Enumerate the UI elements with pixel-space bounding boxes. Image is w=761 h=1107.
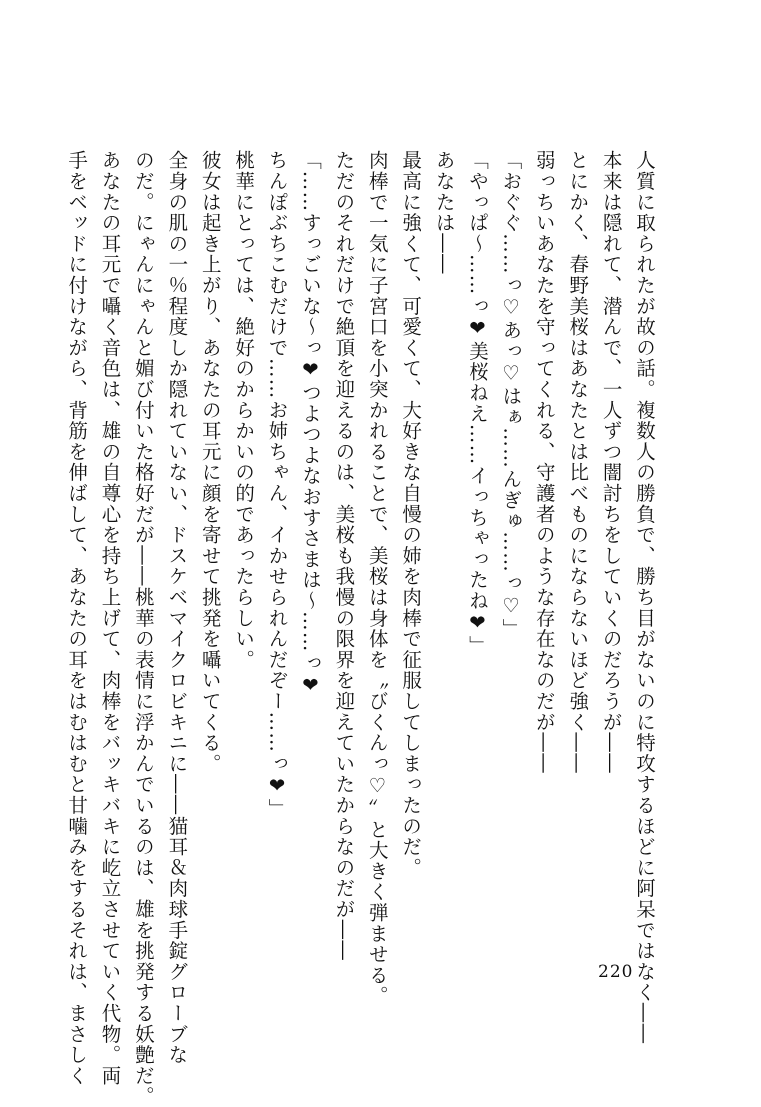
text-line: 人質に取られたが故の話。複数人の勝負で、勝ち目がないのに特攻するほどに阿呆ではなく――: [633, 150, 656, 1045]
text-line: ただのそれだけで絶頂を迎えるのは、美桜も我慢の限界を迎えていたからなのだが――: [332, 150, 356, 962]
text-line: 「……すっごいな〜っ❤つよつよなおすさまは〜……っ❤: [298, 150, 322, 698]
text-line: あなたは――: [432, 150, 456, 275]
text-line: 最高に強くて、可愛くて、大好きな自慢の姉を肉棒で征服してしまったのだ。: [399, 150, 423, 878]
text-line: 肉棒で一気に子宮口を小突かれることで、美桜は身体を〝びくんっ♡〟と大きく弾ませる。: [365, 150, 389, 1007]
text-line: のだ。にゃんにゃんと媚び付いた格好だが――桃華の表情に浮かんでいるのは、雄を挑発する妖艶だ。: [131, 150, 155, 1107]
text-line: 「やっぱ〜……っ❤美桜ねえ……イっちゃったね❤」: [465, 150, 489, 657]
text-line: 弱っちいあなたを守ってくれる、守護者のような存在なのだが――: [532, 150, 556, 774]
text-line: あなたの耳元で囁く音色は、雄の自尊心を持ち上げて、肉棒をバッキバキに屹立させていく代物。両: [98, 150, 122, 1086]
text-line: 彼女は起き上がり、あなたの耳元に顔を寄せて挑発を囁いてくる。: [198, 150, 222, 774]
text-line: 「おぐぐ……っ♡あっ♡はぁ……んぎゅ……っ♡」: [499, 150, 523, 639]
text-line: 本来は隠れて、潜んで、一人ずつ闇討ちをしていくのだろうが――: [599, 150, 623, 774]
page-number: 220: [598, 962, 634, 982]
text-line: 桃華にとっては、絶好のからかいの的であったらしい。: [232, 150, 256, 670]
text-line: 全身の肌の一％程度しか隠れていない、ドスケベマイクロビキニに――猫耳＆肉球手錠グローブな: [165, 150, 189, 1066]
text-line: とにかく、春野美桜はあなたとは比べものにならないほど強く――: [566, 150, 590, 774]
text-line: 手をベッドに付けながら、背筋を伸ばして、あなたの耳をはむはむと甘噛みをするそれは、まさしく: [65, 150, 89, 1086]
text-line: ちんぽぶちこむだけで……お姉ちゃん、イかせられんだぞー……っ❤」: [265, 150, 289, 820]
